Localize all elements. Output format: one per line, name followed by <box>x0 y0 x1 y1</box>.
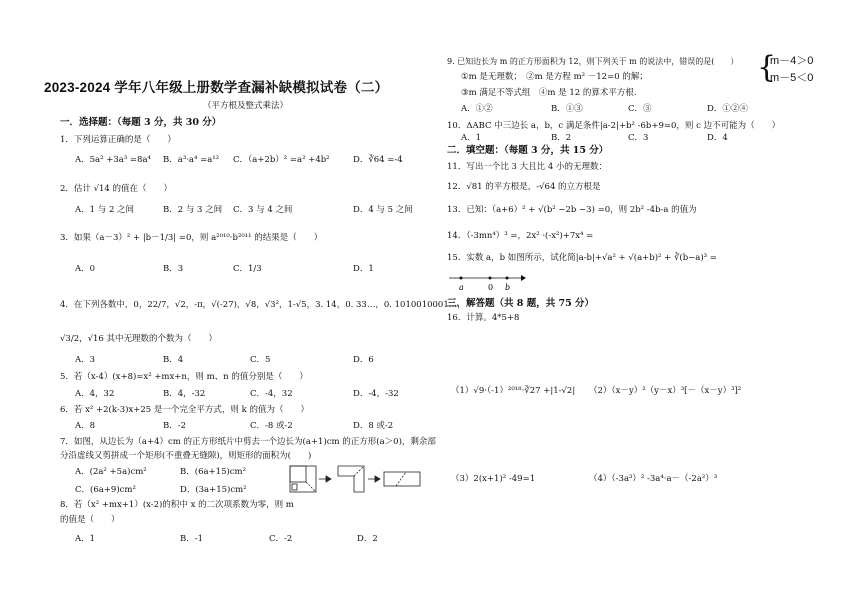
q6-option-d: D．8 或-2 <box>353 421 394 431</box>
question-3: 3．如果（a－3）² + |b－1/3| =0，则 a²⁰¹⁰·b²⁰¹¹ 的结果是（ ） <box>60 233 323 243</box>
q9-option-d: D．①②④ <box>707 104 748 114</box>
q5-option-c: C．-4，32 <box>250 389 293 399</box>
calc-2: （2）（x－y）²（y－x）³[－（x－y）³]² <box>589 386 742 396</box>
q2-option-a: A．1 与 2 之间 <box>75 205 135 215</box>
q4-option-d: D．6 <box>353 355 374 365</box>
question-12: 12．√81 的平方根是，-√64 的立方根是 <box>447 182 601 192</box>
q5-option-b: B．4，-32 <box>163 389 206 399</box>
label-b: b <box>505 283 511 292</box>
question-8-cont: 的值是（ ） <box>60 515 120 525</box>
q4-option-a: A．3 <box>75 355 96 365</box>
section-three-heading: 三．解答题（共 8 题，共 75 分） <box>447 298 595 309</box>
question-6: 6．若 x² +2(k-3)x+25 是一个完全平方式，则 k 的值为（ ） <box>60 405 309 415</box>
q1-option-d: D．∛64 =-4 <box>353 155 403 165</box>
q5-option-a: A．4，32 <box>75 389 115 399</box>
q1-option-b: B．a³·a⁴ =a¹² <box>163 155 220 165</box>
point-a <box>460 277 463 280</box>
calc-4: （4）（-3a³）² -3a⁴·a－（-2a²）³ <box>589 474 718 484</box>
q6-option-b: B．-2 <box>163 421 187 431</box>
q9-option-c: C．③ <box>628 104 652 114</box>
page-title: 2023-2024 学年八年级上册数学查漏补缺模拟试卷（二） <box>44 80 389 95</box>
question-10: 10．ΔABC 中三边长 a，b，c 满足条件|a-2|+b² -6b+9=0，则 c 边不可能为（ ） <box>447 121 781 131</box>
point-b <box>506 277 509 280</box>
section-two-heading: 二．填空题：（每题 3 分，共 15 分） <box>447 145 609 156</box>
label-a: a <box>459 283 464 292</box>
point-zero <box>489 277 492 280</box>
page-subtitle: （平方根及整式乘法） <box>203 101 289 111</box>
q9-option-b: B．①③ <box>551 104 583 114</box>
q8-option-a: A．1 <box>75 534 96 544</box>
number-line <box>447 270 527 294</box>
q8-option-b: B．-1 <box>180 534 204 544</box>
q2-option-c: C．3 与 4 之间 <box>233 205 293 215</box>
question-9-line3: ③m 满足不等式组 ④m 是 12 的算术平方根. <box>461 88 637 98</box>
q6-option-a: A．8 <box>75 421 96 431</box>
question-9: 9. 已知边长为 m 的正方形面积为 12，则下列关于 m 的说法中，错误的是( ） <box>447 57 739 66</box>
q3-option-b: B．3 <box>163 264 184 274</box>
q7-option-a: A．(2a² +5a)cm² <box>75 467 147 477</box>
question-14: 14．（-3mn⁴）³ =，2x² ·(-x²)+7x⁴ = <box>447 231 594 241</box>
calc-3: （3）2(x+1)² -49=1 <box>451 474 536 484</box>
question-8: 8．若（x² +mx+1）(x-2)的积中 x 的二次项系数为零，则 m <box>60 500 294 510</box>
q2-option-b: B．2 与 3 之间 <box>163 205 223 215</box>
q3-option-a: A．0 <box>75 264 96 274</box>
question-7: 7．如图，从边长为（a+4）cm 的正方形纸片中剪去一个边长为(a+1)cm 的正方形(a＞0)，剩余部 <box>60 437 436 447</box>
q5-option-d: D．-4，-32 <box>353 389 399 399</box>
q3-option-c: C．1/3 <box>233 264 262 274</box>
q4-option-b: B．4 <box>163 355 184 365</box>
q2-option-d: D．4 与 5 之间 <box>353 205 413 215</box>
q8-option-c: C．-2 <box>269 534 293 544</box>
calc-1: （1）√9·（-1）²⁰¹⁸·∛27 +|1-√2| <box>451 386 576 396</box>
question-7-cont: 分沿虚线又剪拼成一个矩形(不重叠无缝隙)，则矩形的面积为( ) <box>60 451 312 461</box>
q1-option-c: C．（a+2b）² =a² +4b² <box>233 155 330 165</box>
question-4: 4．在下列各数中，0，22/7，√2，-π，√(-27)，√8，√3²，1-√5，3. 14，0. 33…，0. 1010010001…， <box>60 300 466 310</box>
q9-option-a: A．①② <box>461 104 493 114</box>
question-13: 13．已知：（a+6）² + √(b² −2b −3) =0，则 2b² -4b-a 的值为 <box>447 205 697 215</box>
q3-option-d: D．1 <box>353 264 374 274</box>
q6-option-c: C．-8 或-2 <box>250 421 293 431</box>
inequality-brace: { <box>757 50 777 85</box>
question-1: 1．下列运算正确的是（ ） <box>60 135 176 145</box>
section-one-heading: 一．选择题：（每题 3 分，共 30 分） <box>60 117 222 128</box>
q10-option-b: B．2 <box>551 133 572 143</box>
question-16: 16．计算。4*5+8 <box>447 313 520 323</box>
question-15: 15．实数 a，b 如图所示，试化简|a-b|+√a² + √(a+b)² + ∛(b−a)³ = <box>447 253 717 263</box>
label-zero: 0 <box>488 283 494 292</box>
question-4-cont: √3/2，√16 其中无理数的个数为（ ） <box>60 334 218 344</box>
question-9-line2: ①m 是无理数； ②m 是方程 m² －12=0 的解； <box>461 72 648 82</box>
q7-option-c: C．(6a+9)cm² <box>75 485 136 495</box>
q10-option-c: C．3 <box>628 133 649 143</box>
question-11: 11．写出一个比 3 大且比 4 小的无理数： <box>447 162 607 172</box>
inequality-line-2: m－5＜0 <box>770 72 814 84</box>
q8-option-d: D．2 <box>357 534 378 544</box>
question-2: 2．估计 √14 的值在（ ） <box>60 184 173 194</box>
q10-option-d: D．4 <box>707 133 728 143</box>
q7-option-b: B．(6a+15)cm² <box>180 467 247 477</box>
inequality-line-1: m－4＞0 <box>770 55 814 67</box>
q7-option-d: D．(3a+15)cm² <box>180 485 247 495</box>
q4-option-c: C．5 <box>250 355 271 365</box>
q7-figure <box>288 464 423 496</box>
question-5: 5．若（x-4）(x+8)=x² +mx+n，则 m、n 的值分别是（ ） <box>60 372 308 382</box>
q10-option-a: A．1 <box>461 133 482 143</box>
q1-option-a: A．5a² +3a³ =8a⁴ <box>75 155 151 165</box>
